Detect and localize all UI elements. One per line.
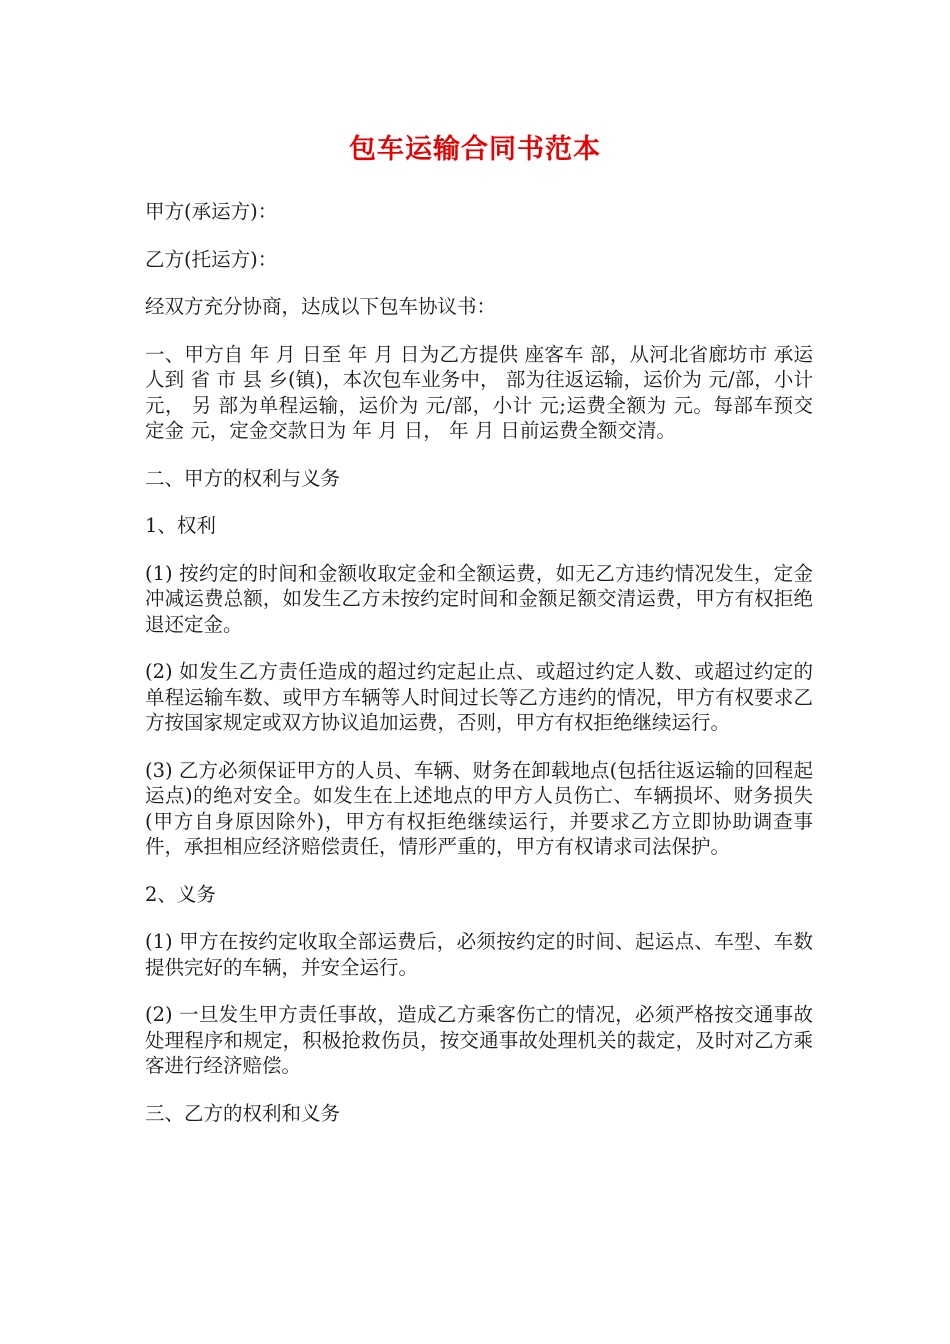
rights-item-3: (3) 乙方必须保证甲方的人员、车辆、财务在卸载地点(包括往返运输的回程起运点)的绝对安全。如发生在上述地点的甲方人员伤亡、车辆损坏、财务损失(甲方自身原因除外)，甲方有权拒绝继续运行，并要求乙方立即协助调查事件，承担相应经济赔偿责任，情形严重的，甲方有权请求司法保护。 — [145, 758, 813, 858]
section-heading-party-a: 二、甲方的权利与义务 — [145, 466, 341, 490]
document-body — [145, 199, 813, 1148]
clause-1-paragraph: 一、甲方自 年 月 日至 年 月 日为乙方提供 座客车 部，从河北省廊坊市 承运 人到 省 市 县 乡(镇)，本次包车业务中， 部为往返运输，运价为 元/部，小计 元， 另 部为单程运输，运价为 元/部，小计 元;运费全额为 元。每部车预交定金 元，定金交款日为 年 月 日， 年 月 日前运费全额交清。 — [145, 342, 813, 442]
rights-item-2: (2) 如发生乙方责任造成的超过约定起止点、或超过约定人数、或超过约定的单程运输车数、或甲方车辆等人时间过长等乙方违约的情况，甲方有权要求乙方按国家规定或双方协议追加运费，否则，甲方有权拒绝继续运行。 — [145, 660, 813, 734]
obligations-item-1: (1) 甲方在按约定收取全部运费后，必须按约定的时间、起运点、车型、车数提供完好的车辆，并安全运行。 — [145, 930, 813, 979]
rights-item-1: (1) 按约定的时间和金额收取定金和全额运费，如无乙方违约情况发生，定金冲减运费总额，如发生乙方未按约定时间和金额足额交清运费，甲方有权拒绝退还定金。 — [145, 561, 813, 636]
document-title: 包车运输合同书范本 — [349, 134, 601, 165]
obligations-item-2: (2) 一旦发生甲方责任事故，造成乙方乘客伤亡的情况，必须严格按交通事故处理程序和规定，积极抢救伤员，按交通事故处理机关的裁定，及时对乙方乘客进行经济赔偿。 — [145, 1003, 813, 1077]
subheading-obligations: 2、义务 — [145, 882, 216, 906]
section-heading-party-b: 三、乙方的权利和义务 — [145, 1101, 341, 1125]
subheading-rights: 1、权利 — [145, 514, 216, 537]
party-a-line: 甲方(承运方)： — [145, 200, 278, 223]
party-b-line: 乙方(托运方)： — [145, 247, 278, 271]
intro-paragraph: 经双方充分协商，达成以下包车协议书： — [145, 295, 497, 318]
